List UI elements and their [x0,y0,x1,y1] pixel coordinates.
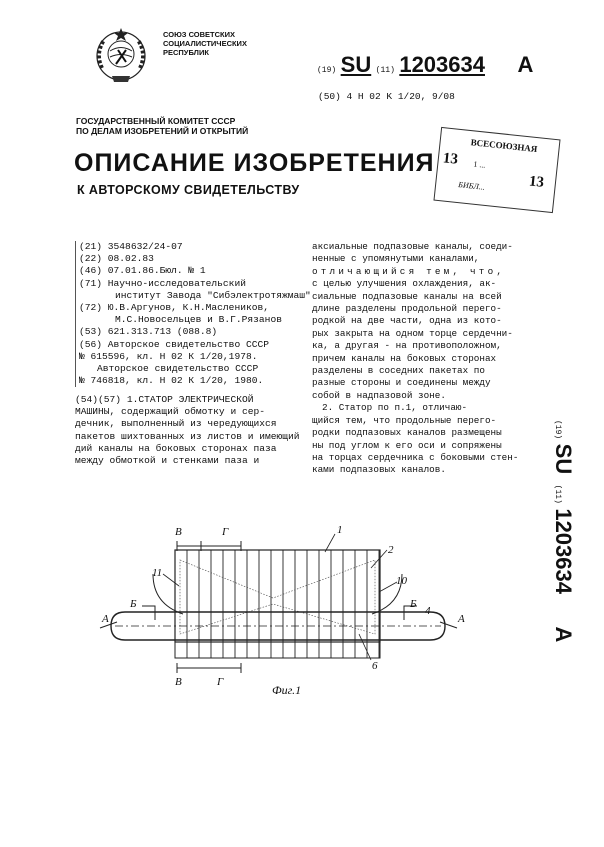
abstract-line: между обмоткой и стенками паза и [75,455,260,467]
ipc-code: (50) 4 H 02 K 1/20, 9/08 [318,91,455,102]
side-kind: A [551,626,576,643]
figure-label-a-left: А [102,613,109,625]
figure-label-1: 1 [337,524,343,536]
org-line: СОЮЗ СОВЕТСКИХ [163,30,236,39]
figure-label-a-right: А [458,613,465,625]
figure-drawing [95,520,475,705]
document-title: ОПИСАНИЕ ИЗОБРЕТЕНИЯ [74,149,435,177]
bib-line: (22) 08.02.83 [79,253,154,265]
claim-line: ка, а другая - на противоположном, [312,340,502,352]
figure-label-2: 2 [388,544,394,556]
side-prefix: (19) [553,420,562,440]
org-line: СОЦИАЛИСТИЧЕСКИХ [163,39,247,48]
bib-line: М.С.Новосельцев и В.Г.Рязанов [115,314,282,326]
abstract-line: дечник, выполненный из чередующихся [75,418,277,430]
figure-caption: Фиг.1 [272,683,302,697]
claim-line: родки подпазовых каналов размещены [312,427,502,439]
abstract-line: (54)(57) 1.СТАТОР ЭЛЕКТРИЧЕСКОЙ [75,394,254,405]
claim-line: на торцах сердечника с боковыми стен- [312,451,519,463]
claim-line: ками подпазовых каналов. [312,464,446,476]
figure-label-11: 11 [152,567,163,579]
figure-label-v-bottom: В [175,676,182,688]
bibliographic-data [75,241,311,387]
figure-label-g-bottom: Г [217,676,224,688]
figure-label-10: 10 [396,575,407,587]
claim-line: рых закрыта на одном торце сердечни- [312,327,513,339]
abstract-line: МАШИНЫ, содержащий обмотку и сер- [75,406,265,418]
committee-line: ГОСУДАРСТВЕННЫЙ КОМИТЕТ СССР [76,116,236,126]
claim-line: собой в надпазовой зоне. [312,389,446,401]
number-prefix: (19) [317,66,337,75]
figure-label-b-left: Б [130,598,137,610]
su-code: SU [340,52,372,77]
kind-code: A [517,52,534,77]
document-subtitle: К АВТОРСКОМУ СВИДЕТЕЛЬСТВУ [77,183,300,197]
figure-label-g: Г [222,526,229,538]
bib-line: (56) Авторское свидетельство СССР [79,338,269,350]
claim-line: щийся тем, что продольные перего- [312,414,497,426]
bib-line: № 615596, кл. Н 02 К 1/20,1978. [79,350,258,362]
number-prefix-2: (11) [375,66,395,75]
abstract-line: пакетов шихтованных из листов и имеющий [75,430,300,442]
figure-label-6: 6 [372,660,378,672]
claim-line: ны под углом к его оси и сопряжены [312,439,502,451]
claim-line: причем каналы на боковых сторонах [312,352,497,364]
claim-line: родкой на две части, одна из кото- [312,315,502,327]
stamp-number: 13 [442,150,459,168]
side-patent-label [536,420,576,650]
stamp-line: ВСЕСОЮЗНАЯ [470,137,538,155]
patent-number: 1203634 [399,52,485,77]
claim-line: с целью улучшения охлаждения, ак- [312,278,497,290]
bib-line: № 746818, кл. Н 02 К 1/20, 1980. [79,375,264,387]
bib-line: (21) 3548632/24-07 [79,241,183,252]
ussr-emblem [90,24,152,86]
bib-line: (46) 07.01.86.Бюл. № 1 [79,265,206,277]
committee-line: ПО ДЕЛАМ ИЗОБРЕТЕНИЙ И ОТКРЫТИЙ [76,126,249,136]
claim-line: 2. Статор по п.1, отличаю- [322,402,468,414]
abstract-line: дий каналы на боковых сторонах паза [75,442,277,454]
side-prefix-2: (11) [553,484,562,504]
side-number: 1203634 [551,508,576,594]
org-line: РЕСПУБЛИК [163,48,209,57]
claim-line: отличающийся тем, что, [312,265,506,277]
figure-label-v: В [175,526,182,538]
claims-right-column [312,241,518,477]
stamp-line: БИБЛ... [457,180,486,192]
stamp-number: 13 [528,173,545,191]
bib-line: (71) Научно-исследовательский [79,277,246,289]
figure-label-4: 4 [425,605,431,617]
side-su: SU [551,443,576,475]
claim-line: разделены в соседних пакетах по [312,365,485,377]
bib-line: институт Завода "Сибэлектротяжмаш" [115,289,311,301]
library-stamp [433,127,560,213]
org-block [163,30,247,57]
bib-line: (72) Ю.В.Аргунов, К.Н.Маслеников, [79,302,269,314]
claim-line: ненные с упомянутыми каналами, [312,253,480,265]
claim-line: длине разделены продольной перего- [312,303,502,315]
bib-line: (53) 621.313.713 (088.8) [79,326,218,338]
bib-line: Авторское свидетельство СССР [97,363,259,375]
committee-block [76,116,248,136]
claim-line: аксиальные подпазовые каналы, соеди- [312,241,513,252]
figure-label-b-right: Б [410,598,417,610]
stamp-line: 1 ... [473,159,486,170]
claim-line: сиальные подпазовые каналы на всей [312,290,502,302]
claim-line: разные стороны и соединены между [312,377,491,389]
patent-number-header [317,52,533,78]
abstract-left [75,394,300,467]
